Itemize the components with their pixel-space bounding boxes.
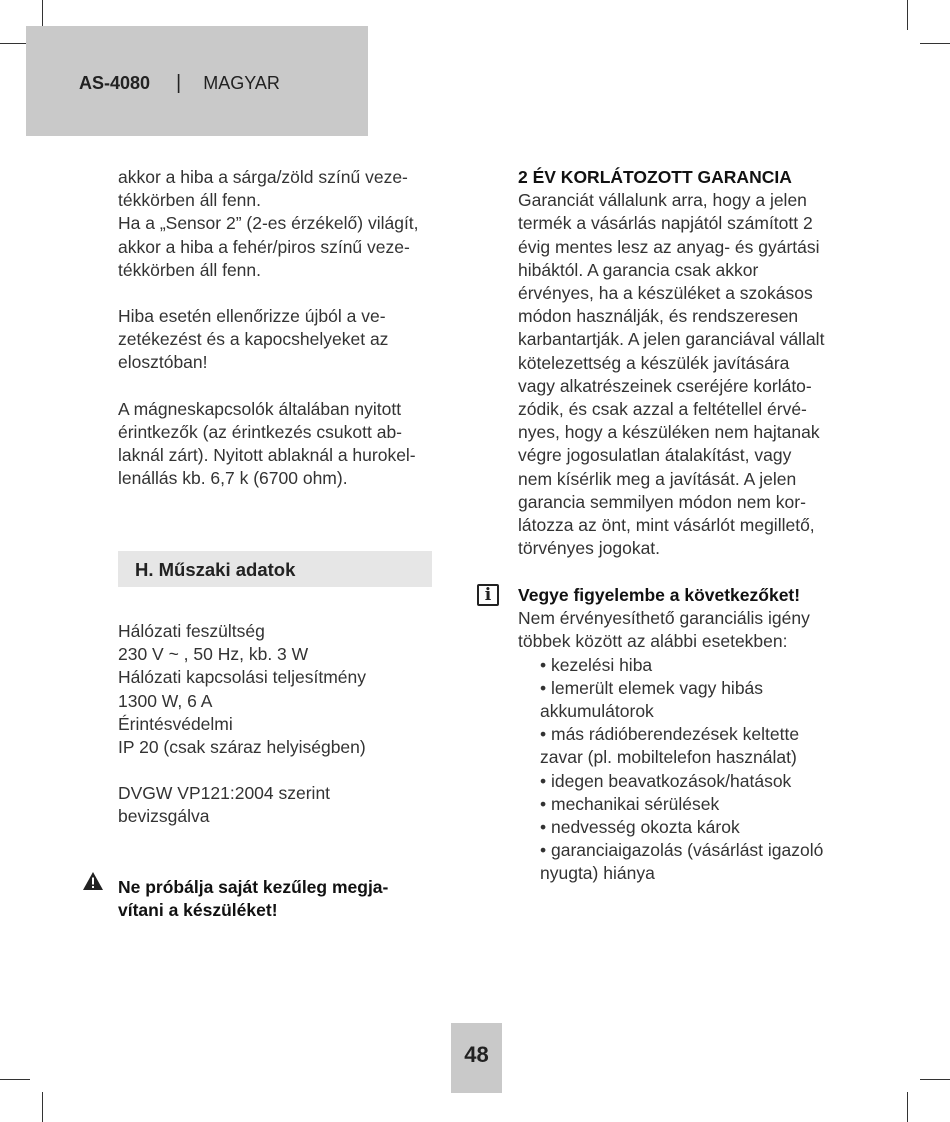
text-line: garancia semmilyen módon nem kor- — [518, 491, 806, 512]
text-line: nem kísérlik meg a javítását. A jelen — [518, 468, 797, 489]
language-label: MAGYAR — [203, 73, 280, 93]
text-line: Garanciát vállalunk arra, hogy a jelen — [518, 190, 807, 211]
spec-line: Hálózati kapcsolási teljesítmény — [118, 667, 367, 688]
text-line: végre jogosulatlan átalakítást, vagy — [518, 445, 792, 466]
text-line: karbantartják. A jelen garanciával vállalt — [518, 329, 825, 350]
text-line: laknál zárt). Nyitott ablaknál a hurokel- — [118, 445, 416, 466]
warranty-section — [518, 166, 848, 560]
text-line: Hiba esetén ellenőrizze újból a ve- — [118, 306, 386, 327]
text-line: nyes, hogy a készüléken nem hajtanak — [518, 422, 820, 443]
spec-line: DVGW VP121:2004 szerint — [118, 783, 331, 804]
model-number: AS-4080 — [79, 73, 151, 93]
crop-mark — [42, 1092, 43, 1122]
text-line: akkor a hiba a sárga/zöld színű veze- — [118, 167, 408, 187]
list-item: • garanciaigazolás (vásárlást igazoló — [540, 840, 824, 861]
text-line: érvényes, ha a készüléket a szokásos — [518, 283, 813, 304]
warning-line: vítani a készüléket! — [118, 900, 278, 921]
crop-mark — [920, 1079, 950, 1080]
warning-text — [118, 876, 428, 922]
text-line: hibáktól. A garancia csak akkor — [518, 259, 759, 280]
text-line: módon használják, és rendszeresen — [518, 306, 799, 327]
crop-mark — [907, 0, 908, 30]
spec-line: 230 V ~ , 50 Hz, kb. 3 W — [118, 644, 309, 665]
text-line: A mágneskapcsolók általában nyitott — [118, 398, 402, 419]
text-line: tékkörben áll fenn. — [118, 259, 262, 280]
notice-section — [518, 584, 848, 886]
crop-mark — [0, 1079, 30, 1080]
text-line: akkor a hiba a fehér/piros színű veze- — [118, 236, 410, 257]
page-number-box — [451, 1023, 502, 1093]
list-item: zavar (pl. mobiltelefon használat) — [540, 747, 797, 768]
spec-line: 1300 W, 6 A — [118, 690, 213, 711]
text-line: zódik, és csak azzal a feltétellel érvé- — [518, 399, 807, 420]
list-item: akkumulátorok — [540, 701, 654, 722]
warranty-title: 2 ÉV KORLÁTOZOTT GARANCIA — [518, 167, 792, 187]
page-number: 48 — [464, 1042, 489, 1067]
list-item: • kezelési hiba — [540, 654, 653, 675]
spec-line: Érintésvédelmi — [118, 713, 233, 734]
list-item: nyugta) hiánya — [540, 863, 655, 884]
info-icon-glyph: i — [484, 585, 492, 605]
info-icon — [477, 584, 499, 606]
spec-line: IP 20 (csak száraz helyiségben) — [118, 737, 366, 758]
left-column — [118, 166, 434, 490]
section-heading — [118, 551, 432, 587]
section-title: H. Műszaki adatok — [135, 559, 296, 580]
text-line: érintkezők (az érintkezés csukott ab- — [118, 421, 403, 442]
spec-line: Hálózati feszültség — [118, 621, 265, 641]
text-line: többek között az alábbi esetekben: — [518, 631, 788, 652]
list-item: • lemerült elemek vagy hibás — [540, 677, 764, 698]
text-line: törvényes jogokat. — [518, 538, 661, 559]
text-line: Ha a „Sensor 2” (2-es érzékelő) világít, — [118, 213, 419, 234]
text-line: termék a vásárlás napjától számított 2 — [518, 213, 813, 234]
spec-line: bevizsgálva — [118, 806, 210, 827]
exclusion-list — [518, 654, 848, 886]
warning-line: Ne próbálja saját kezűleg megja- — [118, 877, 389, 897]
text-line: lenállás kb. 6,7 k (6700 ohm). — [118, 468, 348, 489]
technical-specs — [118, 620, 438, 829]
list-item: • nedvesség okozta károk — [540, 817, 740, 838]
warning-triangle-icon — [82, 871, 104, 891]
text-line: zetékezést és a kapocshelyeket az — [118, 329, 389, 350]
crop-mark — [920, 43, 950, 44]
list-item: • más rádióberendezések keltette — [540, 724, 800, 745]
text-line: évig mentes lesz az anyag- és gyártási — [518, 236, 820, 257]
notice-title: Vegye figyelembe a következőket! — [518, 585, 801, 605]
header-separator: | — [176, 72, 182, 94]
crop-mark — [907, 1092, 908, 1122]
list-item: • mechanikai sérülések — [540, 793, 720, 814]
list-item: • idegen beavatkozások/hatások — [540, 770, 792, 791]
text-line: tékkörben áll fenn. — [118, 190, 262, 211]
text-line: elosztóban! — [118, 352, 208, 373]
text-line: látozza az önt, mint vásárlót megillető, — [518, 515, 815, 536]
text-line: vagy alkatrészeinek cseréjére korláto- — [518, 375, 812, 396]
text-line: Nem érvényesíthető garanciális igény — [518, 608, 810, 629]
text-line: kötelezettség a készülék javítására — [518, 352, 790, 373]
running-header — [79, 72, 280, 95]
